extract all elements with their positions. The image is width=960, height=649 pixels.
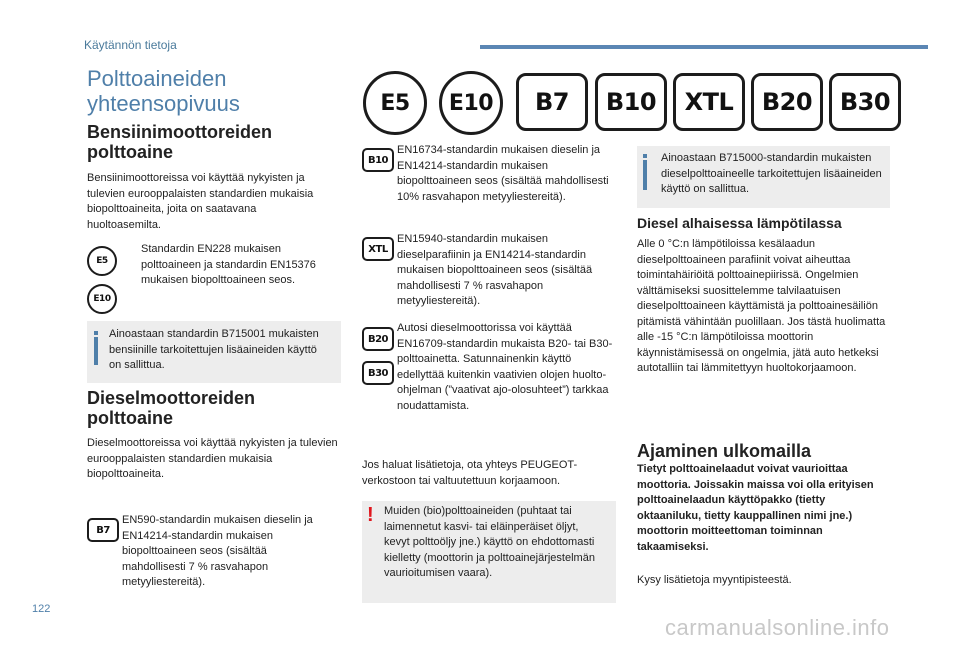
cold-weather-heading: Diesel alhaisessa lämpötilassa <box>637 215 842 231</box>
warning-text: Muiden (bio)polttoaineiden (puhtaat tai laimennetut kasvi- tai eläinperäiset öljyt, kevyt polttoöljy jne.) käyttö on ehdottomasti kielletty (moottorin ja polttoainejärjestelmän vaurioitumisen vaara). <box>384 505 595 579</box>
fuel-badge-b20-large: B20 <box>751 73 823 131</box>
b7-text: EN590-standardin mukaisen dieselin ja EN14214-standardin mukaisen biopolttoaineen seos (sisältää mahdollisesti 7 % rasvahapon metyyliestereitä). <box>122 514 313 588</box>
fuel-badge-b30-small: B30 <box>362 361 394 385</box>
diesel-additive-text: Ainoastaan B715000-standardin mukaisten dieselpolttoaineelle tarkoitettujen lisäaineiden käyttö on sallittua. <box>661 152 882 195</box>
header-divider <box>480 45 928 49</box>
petrol-additive-note <box>87 321 341 383</box>
petrol-standard-text: Standardin EN228 mukaisen polttoaineen ja standardin EN15376 mukaisen biopolttoaineen seos. <box>141 243 316 286</box>
section-label: Käytännön tietoja <box>84 38 177 52</box>
diesel-additive-note <box>637 146 890 208</box>
fuel-badge-b10-small: B10 <box>362 148 394 172</box>
page-title-line1: Polttoaineiden <box>87 66 227 91</box>
abroad-bold-text: Tietyt polttoainelaadut voivat vaurioittaa moottoria. Joissakin maissa voi olla erityisen polttoainelaadun käyttöpakko (tietty oktaaniluku, tietty kauppallinen nimi jne.) moottorin moitteettoman toiminnan takaamiseksi. <box>637 463 874 553</box>
fuel-badge-b7-small: B7 <box>87 518 119 542</box>
diesel-heading <box>87 388 255 428</box>
petrol-note-text: Ainoastaan standardin B715001 mukaisten bensiinille tarkoitettujen lisäaineiden käyttö on sallittua. <box>109 328 319 371</box>
diesel-intro: Dieselmoottoreissa voi käyttää nykyisten ja tulevien eurooppalaisten standardien mukaisia biopolttoaineita. <box>87 437 338 480</box>
fuel-warning-box <box>362 501 616 603</box>
fuel-badge-e10-small: E10 <box>87 284 117 314</box>
cold-weather-text: Alle 0 °C:n lämpötiloissa kesälaadun dieselpolttoaineen parafiinit voivat aiheuttaa toimintahäiriöitä polttoainepiirissä. Ongelmien välttämiseksi suosittelemme talvilaatuisen dieselpolttoaineen käyttämistä ja polttoainesäiliön pitämistä vähintään puolillaan. Jos tästä huolimatta alle -15 °C:n lämpötiloissa moottorin käynnistämisessä on ongelmia, jätä auto hetkeksi autotalliin tai lämmitettyyn huoltokorjaamoon. <box>637 238 886 374</box>
fuel-badge-b7-large: B7 <box>516 73 588 131</box>
fuel-badge-xtl-large: XTL <box>673 73 745 131</box>
petrol-heading <box>87 122 272 162</box>
page-title-line2: yhteensopivuus <box>87 91 240 116</box>
fuel-badge-e5-small: E5 <box>87 246 117 276</box>
warning-icon: ! <box>367 504 374 526</box>
fuel-badge-b30-large: B30 <box>829 73 901 131</box>
fuel-badge-b20-small: B20 <box>362 327 394 351</box>
diesel-heading-line1: Dieselmoottoreiden <box>87 388 256 408</box>
watermark: carmanualsonline.info <box>665 615 890 640</box>
b10-text: EN16734-standardin mukaisen dieselin ja EN14214-standardin mukaisen biopolttoaineen seos (sisältää mahdollisesti 10% rasvahapon metyyliestereitä). <box>397 144 609 203</box>
petrol-heading-line1: Bensiinimoottoreiden <box>87 122 273 142</box>
page-number: 122 <box>32 603 51 615</box>
info-icon <box>94 337 98 365</box>
fuel-badge-xtl-small: XTL <box>362 237 394 261</box>
contact-text: Jos haluat lisätietoja, ota yhteys PEUGEOT-verkostoon tai valtuutettuun korjaamoon. <box>362 459 578 487</box>
fuel-badge-b10-large: B10 <box>595 73 667 131</box>
diesel-heading-line2: polttoaine <box>87 408 173 428</box>
abroad-heading: Ajaminen ulkomailla <box>637 441 812 461</box>
fuel-badge-e10-large: E10 <box>439 71 503 135</box>
xtl-text: EN15940-standardin mukaisen dieselparafiinin ja EN14214-standardin mukaisen biopolttoaineen seos (sisältää mahdollisesti 7 % rasvahapon metyyliestereitä). <box>397 233 593 307</box>
page-title <box>87 66 240 116</box>
b20-b30-text: Autosi dieselmoottorissa voi käyttää EN16709-standardin mukaista B20- tai B30-polttoainetta. Satunnainenkin käyttö edellyttää kuitenkin vaativien olojen huolto-ohjelman (”vaativat ajo-olosuhteet”) tarkkaa noudattamista. <box>397 322 613 412</box>
abroad-text: Kysy lisätietoja myyntipisteestä. <box>637 574 792 586</box>
petrol-intro: Bensiinimoottoreissa voi käyttää nykyisten ja tulevien eurooppalaisten standardien mukaisia biopolttoaineita, joita on saatavana huoltoasemilta. <box>87 172 314 231</box>
fuel-badge-e5-large: E5 <box>363 71 427 135</box>
info-icon <box>643 160 647 190</box>
petrol-heading-line2: polttoaine <box>87 142 173 162</box>
